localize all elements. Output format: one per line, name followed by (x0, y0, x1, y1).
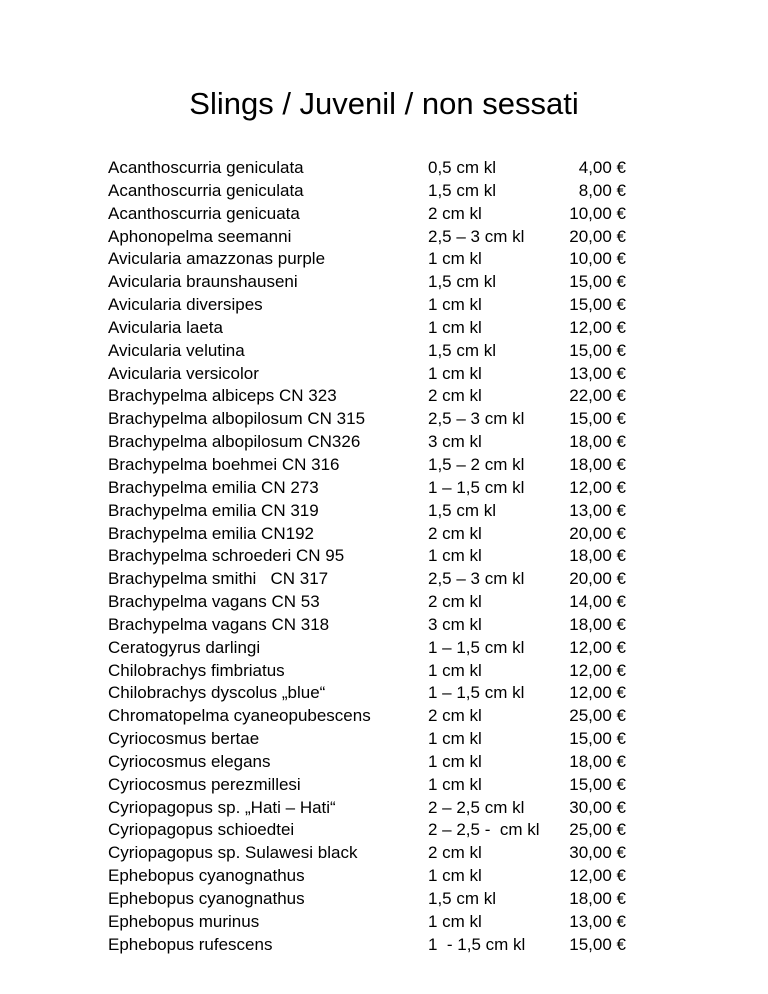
price-value: 20,00 € (569, 569, 626, 589)
species-name: Brachypelma emilia CN 319 (108, 500, 319, 520)
list-item (108, 934, 668, 957)
species-name: Ephebopus cyanognathus (108, 866, 305, 886)
species-name: Aphonopelma seemanni (108, 226, 292, 246)
price-value: 12,00 € (569, 477, 626, 497)
size-value: 1 cm kl (428, 866, 482, 886)
list-item (108, 385, 668, 408)
species-name: Chromatopelma cyaneopubescens (108, 706, 371, 726)
price-value: 18,00 € (569, 751, 626, 771)
list-item (108, 660, 668, 683)
list-item (108, 774, 668, 797)
size-value: 3 cm kl (428, 432, 482, 452)
price-value: 30,00 € (569, 797, 626, 817)
list-item (108, 614, 668, 637)
list-item (108, 271, 668, 294)
size-value: 2 cm kl (428, 386, 482, 406)
list-item (108, 157, 668, 180)
price-value: 15,00 € (569, 272, 626, 292)
list-item (108, 705, 668, 728)
price-value: 25,00 € (569, 706, 626, 726)
size-value: 2 cm kl (428, 843, 482, 863)
species-name: Ephebopus cyanognathus (108, 889, 305, 908)
size-value: 1 cm kl (428, 317, 482, 337)
size-value: 1,5 cm kl (428, 272, 497, 292)
price-value: 18,00 € (569, 889, 626, 908)
list-item (108, 408, 668, 431)
size-value: 1,5 – 2 cm kl (428, 454, 525, 474)
list-item (108, 751, 668, 774)
page-title: Slings / Juvenil / non sessati (189, 86, 579, 121)
price-value: 15,00 € (569, 409, 626, 429)
price-value: 18,00 € (569, 454, 626, 474)
price-value: 30,00 € (569, 843, 626, 863)
species-name: Acanthoscurria geniculata (108, 180, 304, 200)
price-value: 12,00 € (569, 683, 626, 703)
size-value: 2 cm kl (428, 592, 482, 612)
size-value: 2 cm kl (428, 706, 482, 726)
price-value: 20,00 € (569, 523, 626, 543)
price-value: 15,00 € (569, 774, 626, 794)
species-name: Avicularia laeta (108, 317, 223, 337)
species-name: Ephebopus rufescens (108, 934, 273, 954)
list-item (108, 637, 668, 660)
size-value: 1 cm kl (428, 729, 482, 749)
size-value: 2,5 – 3 cm kl (428, 569, 525, 589)
price-value: 13,00 € (569, 363, 626, 383)
species-name: Brachypelma vagans CN 53 (108, 592, 320, 612)
species-name: Brachypelma smithi CN 317 (108, 569, 329, 589)
size-value: 1 – 1,5 cm kl (428, 637, 525, 657)
species-name: Avicularia versicolor (108, 363, 259, 383)
size-value: 1 - 1,5 cm kl (428, 934, 526, 954)
size-value: 1 cm kl (428, 911, 482, 931)
list-item (108, 477, 668, 500)
size-value: 1,5 cm kl (428, 500, 497, 520)
price-value: 15,00 € (569, 340, 626, 360)
species-name: Chilobrachys fimbriatus (108, 660, 285, 680)
species-name: Avicularia braunshauseni (108, 272, 298, 292)
list-item (108, 797, 668, 820)
size-value: 2,5 – 3 cm kl (428, 409, 525, 429)
species-name: Brachypelma albopilosum CN326 (108, 432, 361, 452)
species-name: Brachypelma vagans CN 318 (108, 614, 330, 634)
size-value: 1,5 cm kl (428, 180, 497, 200)
species-name: Cyriocosmus elegans (108, 751, 271, 771)
size-value: 1 cm kl (428, 774, 482, 794)
list-item (108, 500, 668, 523)
species-name: Brachypelma albiceps CN 323 (108, 386, 337, 406)
list-item (108, 545, 668, 568)
size-value: 3 cm kl (428, 614, 482, 634)
size-value: 2 cm kl (428, 523, 482, 543)
price-value: 10,00 € (569, 249, 626, 269)
size-value: 1 cm kl (428, 363, 482, 383)
price-value: 12,00 € (569, 866, 626, 886)
price-value: 15,00 € (569, 934, 626, 954)
species-name: Brachypelma albopilosum CN 315 (108, 409, 366, 429)
size-value: 1 cm kl (428, 249, 482, 269)
list-item (108, 888, 668, 911)
species-name: Cyriopagopus sp. „Hati – Hati“ (108, 797, 336, 817)
list-item (108, 682, 668, 705)
list-item (108, 523, 668, 546)
price-list (108, 157, 668, 957)
size-value: 1 cm kl (428, 295, 482, 315)
price-value: 4,00 € (578, 158, 626, 177)
price-value: 13,00 € (569, 500, 626, 520)
price-value: 12,00 € (569, 637, 626, 657)
price-value: 15,00 € (569, 295, 626, 315)
list-item (108, 226, 668, 249)
list-item (108, 431, 668, 454)
price-value: 18,00 € (569, 432, 626, 452)
species-name: Brachypelma boehmei CN 316 (108, 454, 340, 474)
size-value: 1 cm kl (428, 751, 482, 771)
price-value: 10,00 € (569, 203, 626, 223)
species-name: Brachypelma emilia CN 273 (108, 477, 319, 497)
species-name: Acanthoscurria geniculata (108, 158, 304, 177)
list-item (108, 180, 668, 203)
price-value: 15,00 € (569, 729, 626, 749)
species-name: Acanthoscurria genicuata (108, 203, 300, 223)
species-name: Avicularia amazzonas purple (108, 249, 326, 269)
price-value: 14,00 € (569, 592, 626, 612)
price-value: 12,00 € (569, 317, 626, 337)
species-name: Chilobrachys dyscolus „blue“ (108, 683, 326, 703)
list-item (108, 317, 668, 340)
list-item (108, 842, 668, 865)
list-item (108, 294, 668, 317)
size-value: 2 – 2,5 cm kl (428, 797, 525, 817)
list-item (108, 203, 668, 226)
size-value: 2,5 – 3 cm kl (428, 226, 525, 246)
price-value: 20,00 € (569, 226, 626, 246)
price-value: 12,00 € (569, 660, 626, 680)
species-name: Avicularia velutina (108, 340, 245, 360)
size-value: 2 cm kl (428, 203, 482, 223)
list-item (108, 363, 668, 386)
list-item (108, 728, 668, 751)
size-value: 0,5 cm kl (428, 158, 497, 177)
size-value: 1 cm kl (428, 660, 482, 680)
price-value: 22,00 € (569, 386, 626, 406)
list-item (108, 568, 668, 591)
species-name: Avicularia diversipes (108, 295, 263, 315)
species-name: Cyriocosmus bertae (108, 729, 260, 749)
price-value: 25,00 € (569, 820, 626, 840)
size-value: 1 cm kl (428, 546, 482, 566)
list-item (108, 340, 668, 363)
list-item (108, 911, 668, 934)
list-item (108, 248, 668, 271)
species-name: Ceratogyrus darlingi (108, 637, 261, 657)
price-value: 18,00 € (569, 614, 626, 634)
species-name: Brachypelma emilia CN192 (108, 523, 314, 543)
species-name: Cyriopagopus sp. Sulawesi black (108, 843, 358, 863)
size-value: 1,5 cm kl (428, 340, 497, 360)
price-value: 18,00 € (569, 546, 626, 566)
price-value: 13,00 € (569, 911, 626, 931)
list-item (108, 865, 668, 888)
list-item (108, 454, 668, 477)
species-name: Brachypelma schroederi CN 95 (108, 546, 345, 566)
size-value: 1 – 1,5 cm kl (428, 683, 525, 703)
species-name: Cyriocosmus perezmillesi (108, 774, 301, 794)
size-value: 2 – 2,5 - cm kl (428, 820, 540, 840)
size-value: 1,5 cm kl (428, 889, 497, 908)
price-value: 8,00 € (578, 180, 626, 200)
list-item (108, 591, 668, 614)
size-value: 1 – 1,5 cm kl (428, 477, 525, 497)
list-item (108, 819, 668, 842)
species-name: Ephebopus murinus (108, 911, 260, 931)
species-name: Cyriopagopus schioedtei (108, 820, 295, 840)
